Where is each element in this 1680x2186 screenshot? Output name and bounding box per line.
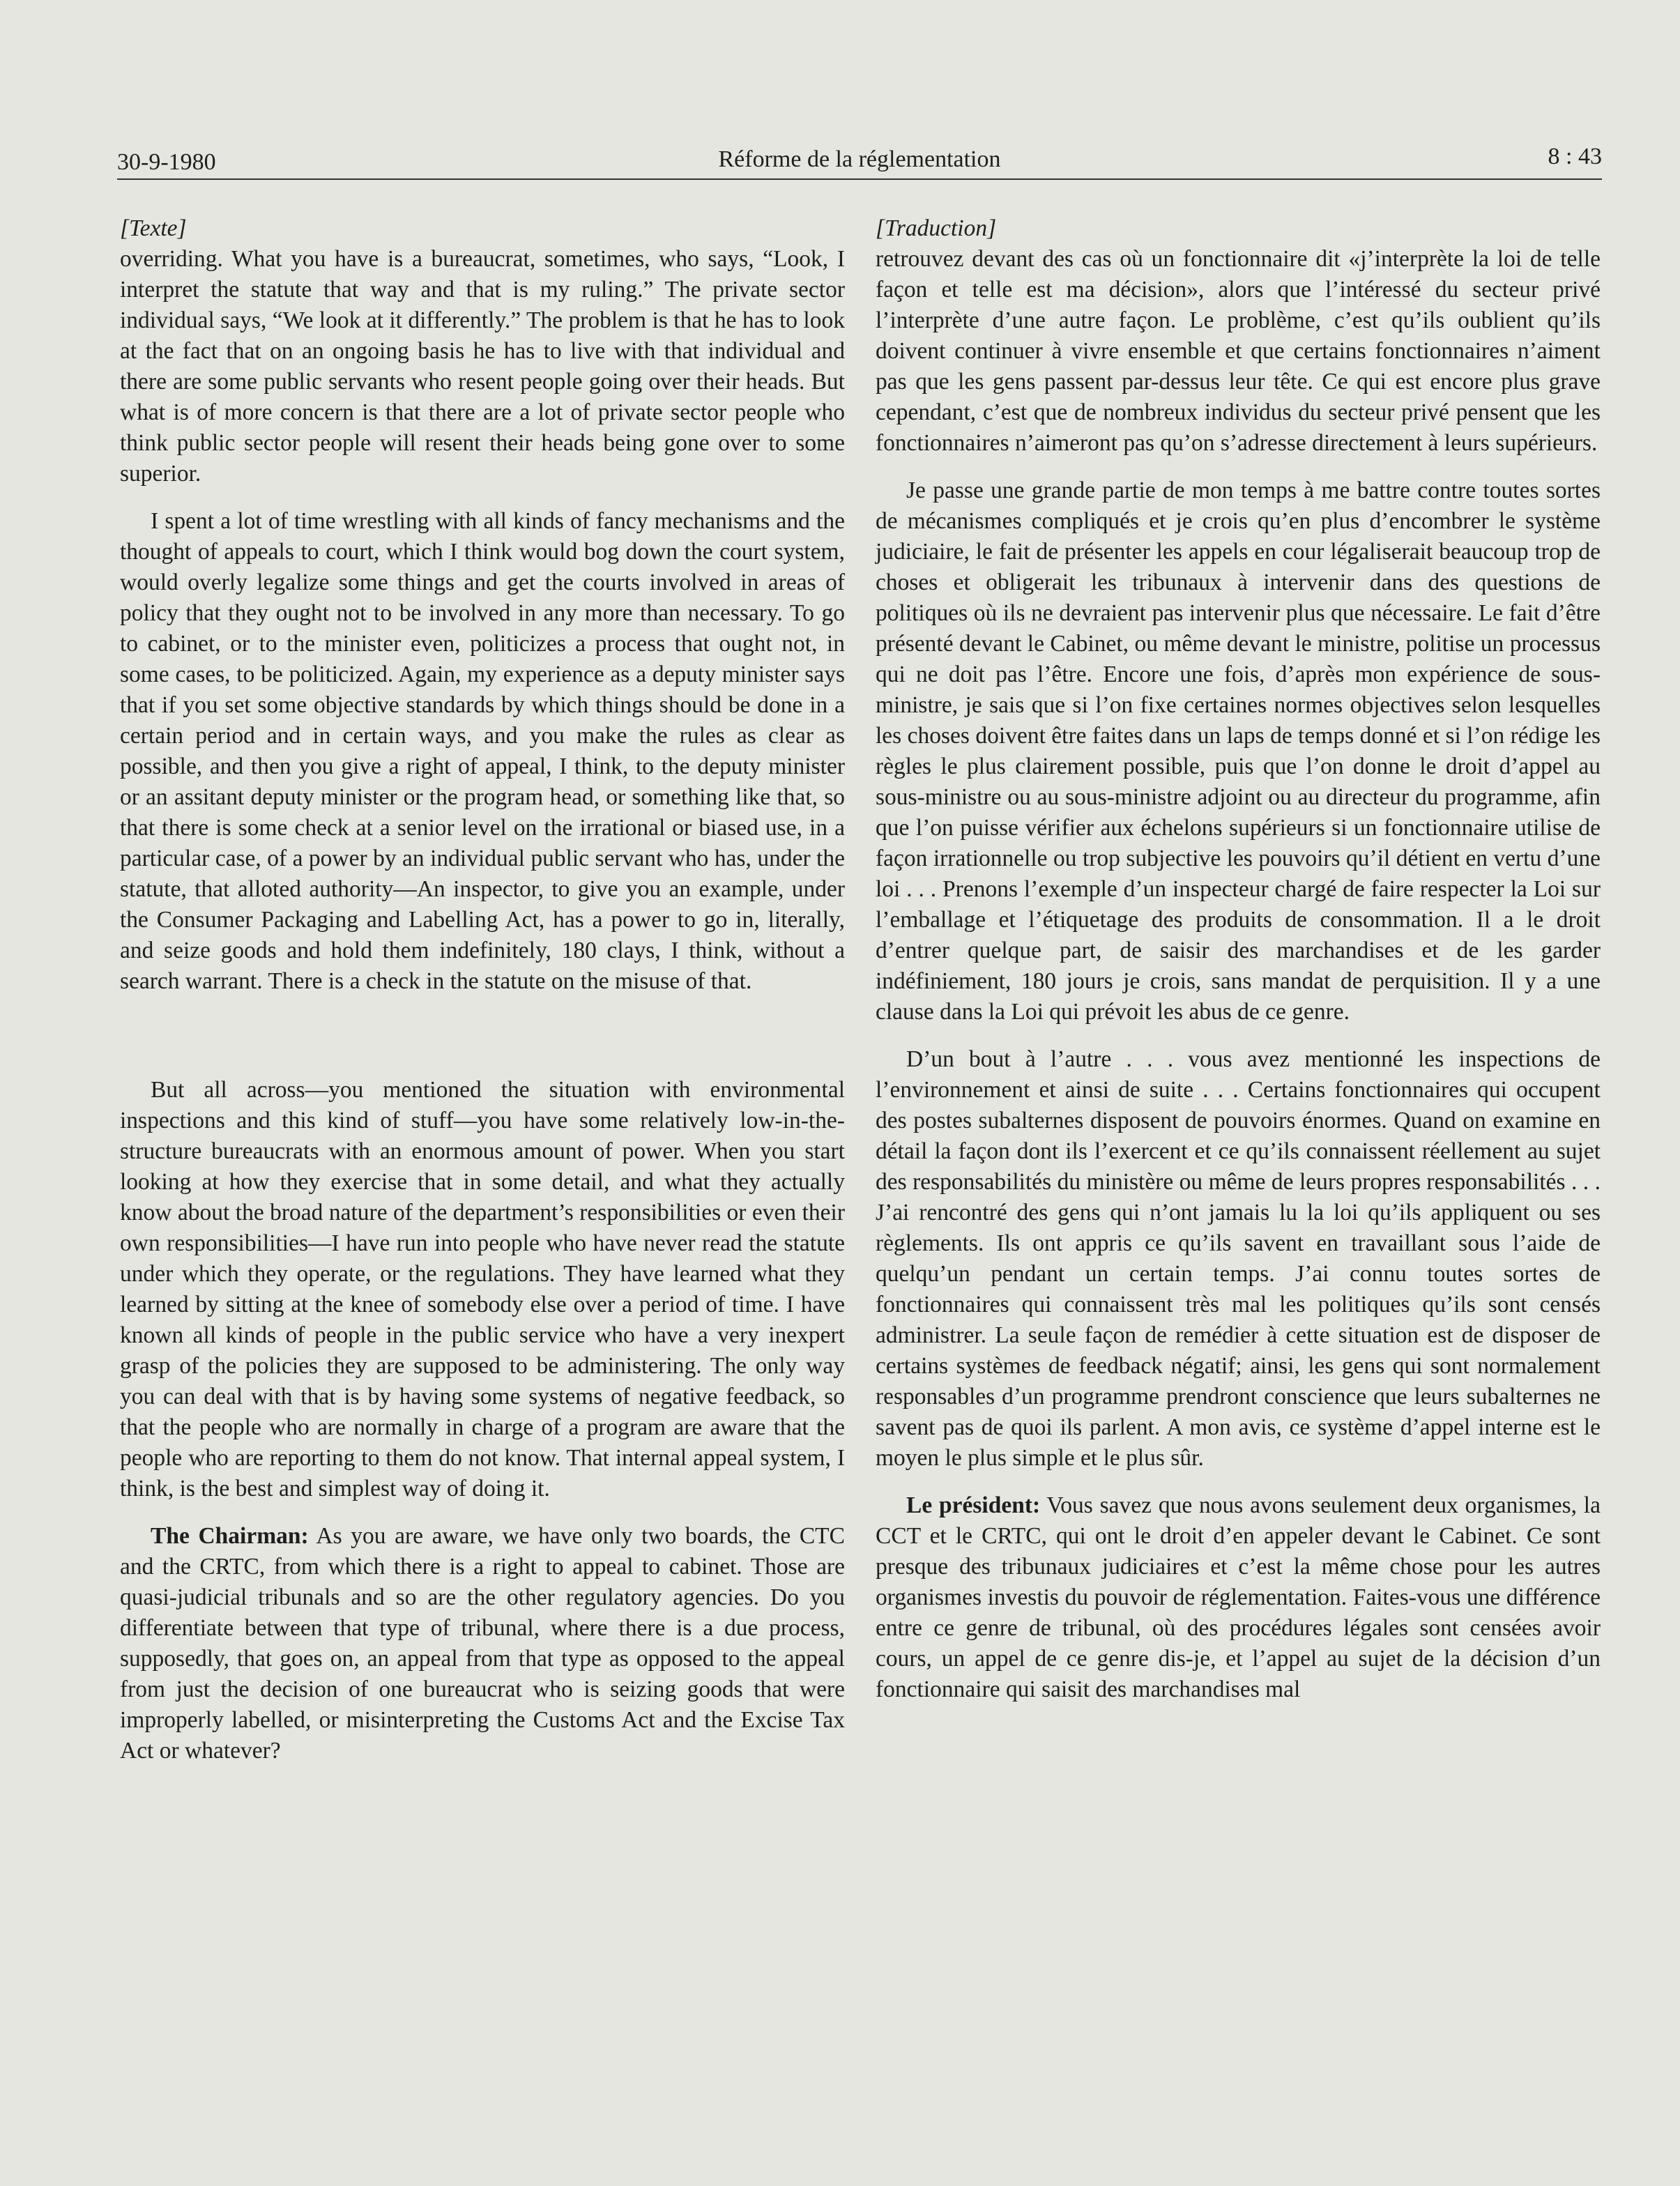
running-header [117, 139, 1602, 180]
french-column [876, 213, 1601, 1705]
paragraph: overriding. What you have is a bureaucrat, sometimes, who says, “Look, I interpret the statute that way and that is my ruling.” The private sector individual says, “We look at it differently.” The problem is that he has to look at the fact that on an ongoing basis he has to live with that individual and there are some public servants who resent people going over their heads. But what is of more concern is that there are a lot of private sector people who think public sector people will resent their heads being gone over to some superior. [120, 246, 845, 487]
header-title: Réforme de la réglementation [718, 146, 1001, 172]
text-marker: [Texte] [120, 215, 187, 241]
header-page-number: 8 : 43 [1548, 144, 1602, 169]
paragraph [120, 1521, 845, 1766]
paragraph: But all across—you mentioned the situation with environmental inspections and this kind of stuff—you have some relatively low-in-the-structure bureaucrats with an enormous amount of power. When you start looking at how they exercise that in some detail, and what they actually know about the broad nature of the department’s responsibilities or even their own responsibilities—I have run into people who have never read the statute under which they operate, or the regulations. They have learned what they learned by sitting at the knee of somebody else over a period of time. I have known all kinds of people in the public service who have a very inexpert grasp of the policies they are supposed to be administering. The only way you can deal with that is by having some systems of negative feedback, so that the people who are normally in charge of a program are aware that the people who are reporting to them do not know. That internal appeal system, I think, is the best and simplest way of doing it. [120, 1077, 845, 1501]
paragraph: I spent a lot of time wrestling with all kinds of fancy mechanisms and the thought of appeals to court, which I think would bog down the court system, would overly legalize some things and get the courts involved in areas of policy that they ought not to be involved in any more than necessary. To go to cabinet, or to the minister even, politicizes a process that ought not, in some cases, to be politicized. Again, my experience as a deputy minister says that if you set some objective standards by which things should be done in a certain period and in certain ways, and you make the rules as clear as possible, and then you give a right of appeal, I think, to the deputy minister or an assitant deputy minister or the program head, or something like that, so that there is some check at a senior level on the irrational or biased use, in a particular case, of a power by an individual public servant who has, under the statute, that alloted authority—An inspector, to give you an example, under the Consumer Packaging and Labelling Act, has a power to go in, literally, and seize goods and hold them indefinitely, 180 clays, I think, without a search warrant. There is a check in the statute on the misuse of that. [120, 508, 845, 994]
paragraph: retrouvez devant des cas où un fonctionnaire dit «j’interprète la loi de telle façon et telle est ma décision», alors que l’intéressé du secteur privé l’interprète d’une autre façon. Le problème, c’est qu’ils oublient qu’ils doivent continuer à vivre ensemble et que certains fonctionnaires n’aiment pas que les gens passent par-dessus leur tête. Ce qui est encore plus grave cependant, c’est que de nombreux individus du secteur privé pensent que les fonctionnaires n’aimeront pas qu’on s’adresse directement à leurs supérieurs. [876, 246, 1601, 456]
translation-marker: [Traduction] [876, 215, 997, 241]
speaker-label: Le président: [906, 1492, 1041, 1518]
header-date: 30-9-1980 [117, 149, 216, 175]
speaker-text: Vous savez que nous avons seulement deux organismes, la CCT et le CRTC, qui ont le droit d’en appeler devant le Cabinet. Ce sont presque des tribunaux judiciaires et c’est la même chose pour les autres organismes investis du pouvoir de réglementation. Faites-vous une différence entre ce genre de tribunal, où des procédures légales sont censées avoir cours, un appel de ce genre dis-je, et l’appel au sujet de la décision d’un fonctionnaire qui saisit des marchandises mal [876, 1492, 1601, 1702]
speaker-label: The Chairman: [151, 1523, 309, 1549]
english-column [120, 213, 845, 1766]
speaker-text: As you are aware, we have only two boards, the CTC and the CRTC, from which there is a right to appeal to cabinet. Those are quasi-judicial tribunals and so are the other regulatory agencies. Do you differentiate between that type of tribunal, where there is a due process, supposedly, that goes on, an appeal from that type as opposed to the appeal from just the decision of one bureaucrat who is seizing goods that were improperly labelled, or misinterpreting the Customs Act and the Excise Tax Act or whatever? [120, 1523, 845, 1764]
paragraph: D’un bout à l’autre . . . vous avez mentionné les inspections de l’environnement et ainsi de suite . . . Certains fonctionnaires qui occupent des postes subalternes disposent de pouvoirs énormes. Quand on examine en détail la façon dont ils l’exercent et ce qu’ils connaissent réellement au sujet des responsabilités du ministère ou même de leurs propres responsabilités . . . J’ai rencontré des gens qui n’ont jamais lu la loi qu’ils appliquent ou ses règlements. Ils ont appris ce qu’ils savent en travaillant sous l’aide de quelqu’un pendant un certain temps. J’ai connu toutes sortes de fonctionnaires qui connaissent très mal les politiques qu’ils sont censés administrer. La seule façon de remédier à cette situation est de disposer de certains systèmes de feedback négatif; ainsi, les gens qui sont normalement responsables d’un programme prendront conscience que leurs subalternes ne savent pas de quoi ils parlent. A mon avis, ce système d’appel interne est le moyen le plus simple et le plus sûr. [876, 1046, 1601, 1471]
paragraph: Je passe une grande partie de mon temps à me battre contre toutes sortes de mécanismes compliqués et je crois qu’en plus d’encombrer le système judiciaire, le fait de présenter les appels en cour légaliserait beaucoup trop de choses et obligerait les tribunaux à intervenir dans des questions de politiques où ils ne devraient pas intervenir plus que nécessaire. Le fait d’être présenté devant le Cabinet, ou même devant le ministre, politise un processus qui ne doit pas l’être. Encore une fois, d’après mon expérience de sous-ministre, je sais que si l’on fixe certaines normes objectives selon lesquelles les choses doivent être faites dans un laps de temps donné et si l’on rédige les règles le plus clairement possible, puis que l’on donne le droit d’appel au sous-ministre ou au sous-ministre adjoint ou au directeur du programme, afin que l’on puisse vérifier aux échelons supérieurs si un fonctionnaire utilise de façon irrationnelle ou trop subjective les pouvoirs qu’il détient en vertu d’une loi . . . Prenons l’exemple d’un inspecteur chargé de faire respecter la Loi sur l’emballage et l’étiquetage des produits de consommation. Il a le droit d’entrer quelque part, de saisir des marchandises et de les garder indéfiniement, 180 jours je crois, sans mandat de perquisition. Il y a une clause dans la Loi qui prévoit les abus de ce genre. [876, 477, 1601, 1025]
paragraph [876, 1490, 1601, 1705]
